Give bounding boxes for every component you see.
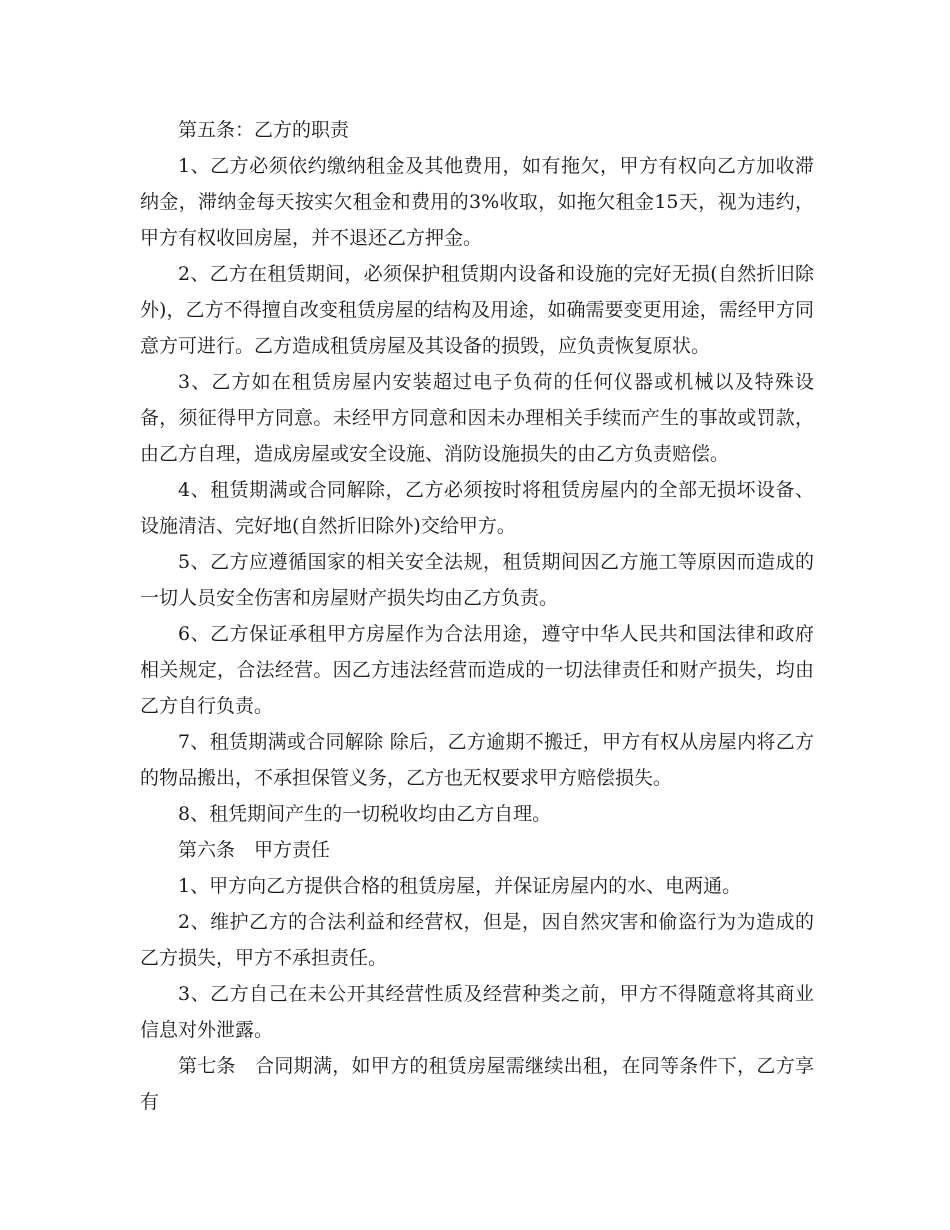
article-5-clause-1: 1、乙方必须依约缴纳租金及其他费用，如有拖欠，甲方有权向乙方加收滞纳金，滞纳金每天按实欠租金和费用的3%收取，如拖欠租金15天，视为违约，甲方有权收回房屋，并不退还乙方押金。 (140, 155, 814, 249)
article-6-clause-1: 1、甲方向乙方提供合格的租赁房屋，并保证房屋内的水、电两通。 (178, 875, 742, 897)
article-6-clause-2: 2、维护乙方的合法利益和经营权，但是，因自然灾害和偷盗行为为造成的乙方损失，甲方不承担责任。 (140, 911, 814, 969)
article-6-clause-3: 3、乙方自己在未公开其经营性质及经营种类之前，甲方不得随意将其商业信息对外泄露。 (140, 983, 814, 1041)
article-5-clause-7: 7、租赁期满或合同解除 除后，乙方逾期不搬迁，甲方有权从房屋内将乙方的物品搬出，不承担保管义务，乙方也无权要求甲方赔偿损失。 (140, 731, 814, 789)
article-5-clause-6: 6、乙方保证承租甲方房屋作为合法用途，遵守中华人民共和国法律和政府相关规定，合法经营。因乙方违法经营而造成的一切法律责任和财产损失，均由乙方自行负责。 (140, 623, 814, 717)
article-7-text: 第七条 合同期满，如甲方的租赁房屋需继续出租，在同等条件下，乙方享有 (140, 1055, 814, 1113)
article-5-clause-2: 2、乙方在租赁期间，必须保护租赁期内设备和设施的完好无损(自然折旧除外)，乙方不得擅自改变租赁房屋的结构及用途，如确需要变更用途，需经甲方同意方可进行。乙方造成租赁房屋及其设备的损毁，应负责恢复原状。 (140, 263, 814, 357)
article-5-clause-4: 4、租赁期满或合同解除，乙方必须按时将租赁房屋内的全部无损坏设备、设施清洁、完好地(自然折旧除外)交给甲方。 (140, 479, 814, 537)
article-5-heading: 第五条：乙方的职责 (178, 119, 350, 141)
article-5-clause-8: 8、租凭期间产生的一切税收均由乙方自理。 (178, 803, 552, 825)
article-5-clause-5: 5、乙方应遵循国家的相关安全法规，租赁期间因乙方施工等原因而造成的一切人员安全伤害和房屋财产损失均由乙方负责。 (140, 551, 814, 609)
article-5-clause-3: 3、乙方如在租赁房屋内安装超过电子负荷的任何仪器或机械以及特殊设备，须征得甲方同意。未经甲方同意和因未办理相关手续而产生的事故或罚款，由乙方自理，造成房屋或安全设施、消防设施损失的由乙方负责赔偿。 (140, 371, 814, 465)
article-6-heading: 第六条 甲方责任 (178, 839, 331, 861)
document-body (140, 112, 814, 1120)
